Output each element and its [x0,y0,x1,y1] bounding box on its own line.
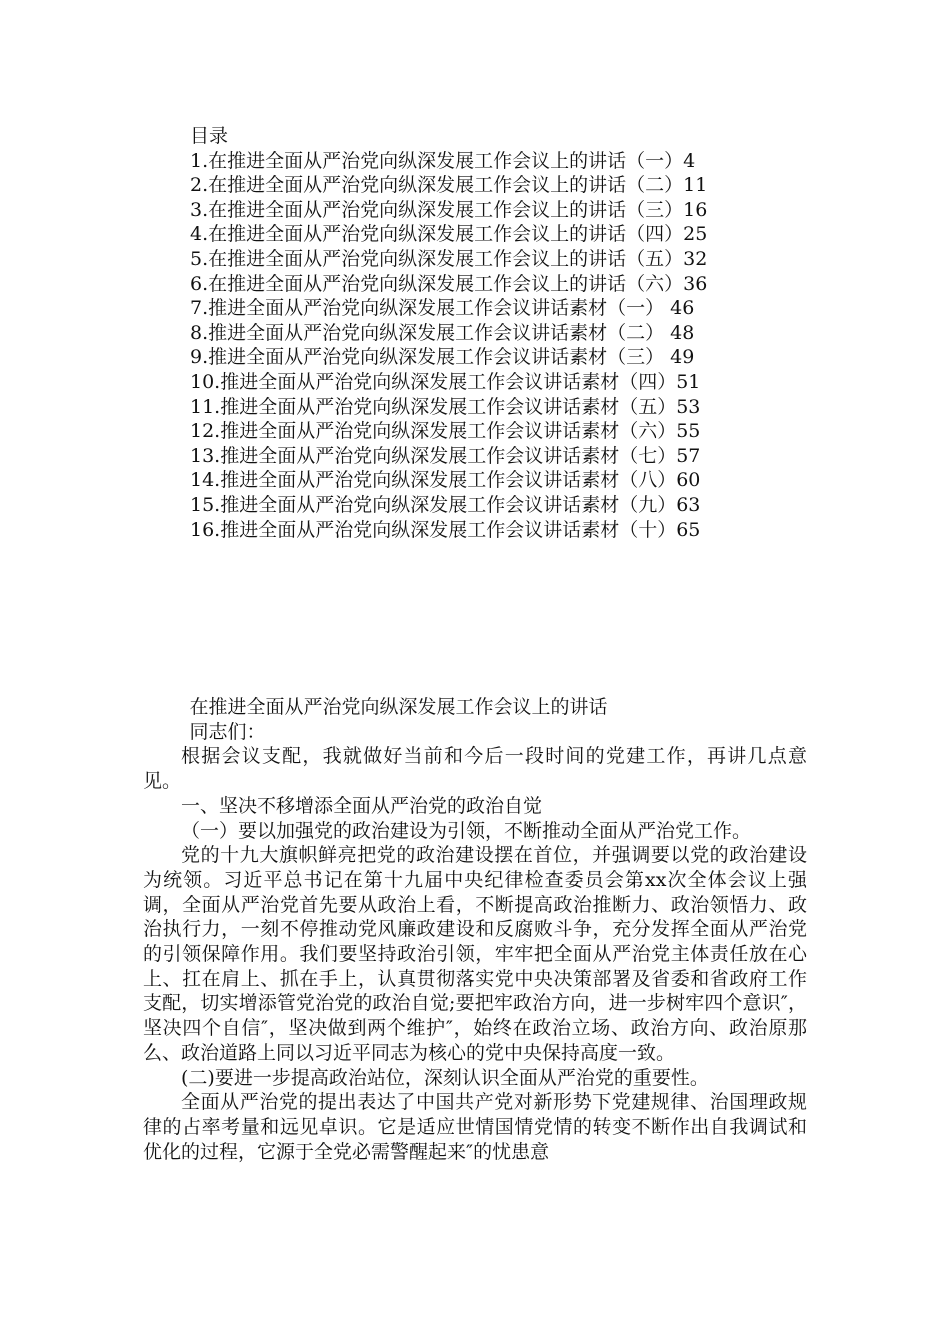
section-heading: 一、坚决不移增添全面从严治党的政治自觉 [181,794,543,817]
speech-salutation: 同志们： [189,720,266,743]
toc-item: 14.推进全面从严治党向纵深发展工作会议讲话素材（八）60 [190,469,701,492]
speech-paragraph: 全面从严治党的提出表达了中国共产党对新形势下党建规律、治国理政规律的占率考量和远见卓识。它是适应世情国情党情的转变不断作出自我调试和优化的过程，它源于全党必需警醒起来″的忧患意 [143,1091,807,1163]
toc-item: 9.推进全面从严治党向纵深发展工作会议讲话素材（三） 49 [190,346,695,369]
speech-paragraph: 党的十九大旗帜鲜亮把党的政治建设摆在首位，并强调要以党的政治建设为统领。习近平总书记在第十九届中央纪律检查委员会第xx次全体会议上强调，全面从严治党首先要从政治上看，不断提高政治推断力、政治领悟力、政治执行力，一刻不停推动党风廉政建设和反腐败斗争，充分发挥全面从严治党的引领保障作用。我们要坚持政治引领，牢牢把全面从严治党主体责任放在心上、扛在肩上、抓在手上，认真贯彻落实党中央决策部署及省委和省政府工作支配，切实增添管党治党的政治自觉;要把牢政治方向，进一步树牢四个意识″，坚决四个自信″，坚决做到两个维护″，始终在政治立场、政治方向、政治原那么、政治道路上同以习近平同志为核心的党中央保持高度一致。 [143,844,807,1064]
toc-item: 13.推进全面从严治党向纵深发展工作会议讲话素材（七）57 [190,444,701,467]
toc-item: 16.推进全面从严治党向纵深发展工作会议讲话素材（十）65 [190,518,701,541]
toc-item: 4.在推进全面从严治党向纵深发展工作会议上的讲话（四）25 [190,223,708,246]
speech-paragraph: 根据会议支配，我就做好当前和今后一段时间的党建工作，再讲几点意见。 [143,745,807,793]
speech-body [143,695,807,1164]
subsection-heading: （一）要以加强党的政治建设为引领，不断推动全面从严治党工作。 [181,819,752,842]
toc-title: 目录 [190,125,229,147]
toc-item: 2.在推进全面从严治党向纵深发展工作会议上的讲话（二）11 [190,174,708,197]
toc-item: 10.推进全面从严治党向纵深发展工作会议讲话素材（四）51 [190,370,701,393]
speech-title: 在推进全面从严治党向纵深发展工作会议上的讲话 [189,696,608,718]
toc-item: 11.推进全面从严治党向纵深发展工作会议讲话素材（五）53 [190,395,701,418]
toc-item: 7.推进全面从严治党向纵深发展工作会议讲话素材（一） 46 [190,297,695,320]
toc-item: 3.在推进全面从严治党向纵深发展工作会议上的讲话（三）16 [190,198,708,221]
table-of-contents [190,124,790,542]
toc-item: 1.在推进全面从严治党向纵深发展工作会议上的讲话（一）4 [190,149,696,172]
toc-item: 15.推进全面从严治党向纵深发展工作会议讲话素材（九）63 [190,493,701,516]
toc-item: 12.推进全面从严治党向纵深发展工作会议讲话素材（六）55 [190,420,701,443]
toc-item: 8.推进全面从严治党向纵深发展工作会议讲话素材（二） 48 [190,321,695,344]
toc-item: 6.在推进全面从严治党向纵深发展工作会议上的讲话（六）36 [190,272,708,295]
toc-item: 5.在推进全面从严治党向纵深发展工作会议上的讲话（五）32 [190,247,708,270]
subsection-heading: (二)要进一步提高政治站位，深刻认识全面从严治党的重要性。 [181,1066,709,1089]
